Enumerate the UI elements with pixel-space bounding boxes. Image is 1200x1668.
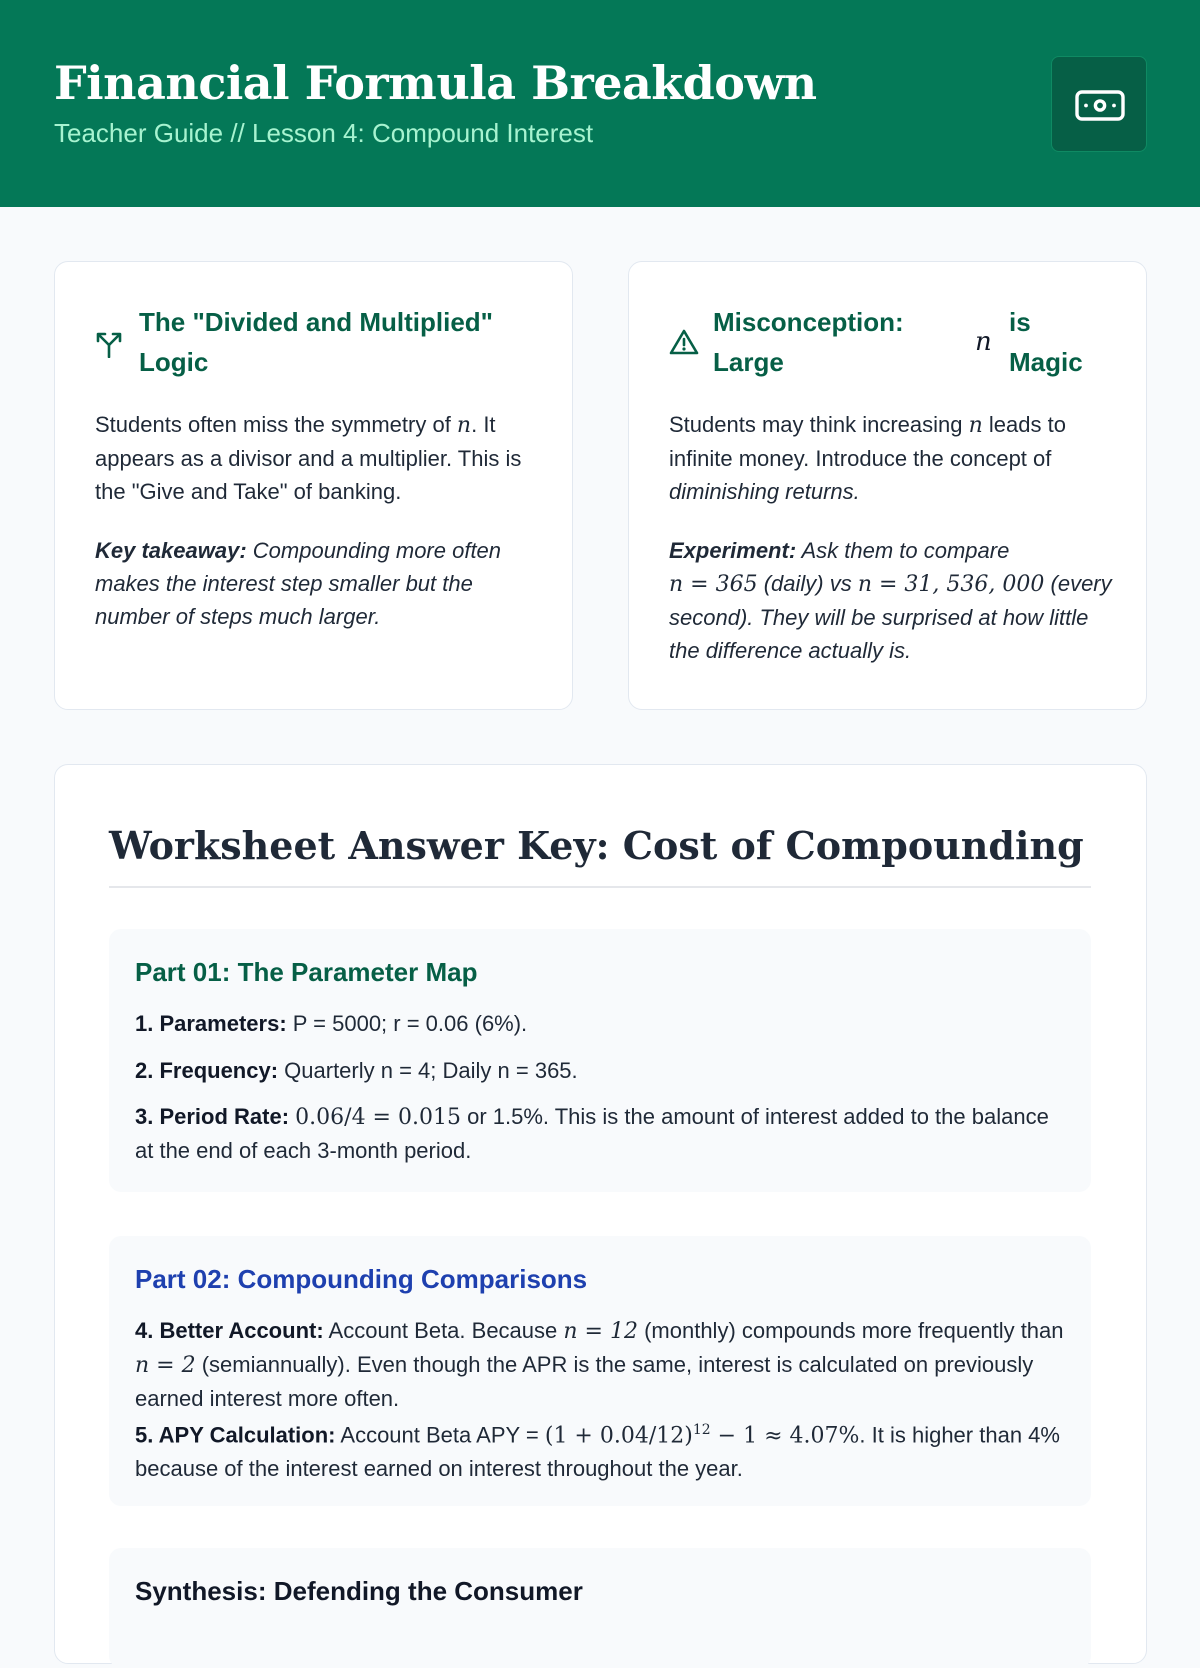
- answer-line-3: 3. Period Rate: 0.06/4 = 0.015 or 1.5%. This is the amount of interest added to the balance at the end of each 3-month period.: [135, 1104, 1049, 1163]
- header-badge: [1051, 56, 1147, 152]
- part-01-panel: [109, 929, 1091, 1192]
- page-header: [0, 0, 1200, 207]
- split-arrows-icon: [95, 328, 123, 358]
- money-icon: [1074, 79, 1126, 131]
- synthesis-title: Synthesis: Defending the Consumer: [135, 1576, 583, 1606]
- logic-card-body: Students often miss the symmetry of n. It appears as a divisor and a multiplier. This is the "Give and Take" of banking.: [95, 412, 522, 504]
- answer-line-4: 4. Better Account: Account Beta. Because n = 12 (monthly) compounds more frequently than n = 2 (semiannually). Even though the APR is the same, interest is calculated on previously earned interest more often.: [135, 1318, 1064, 1411]
- synthesis-panel: [109, 1548, 1091, 1668]
- logic-card: [54, 261, 573, 710]
- answer-key-section: [54, 764, 1147, 1664]
- logic-card-title: The "Divided and Multiplied" Logic: [139, 307, 493, 377]
- part-01-title: Part 01: The Parameter Map: [135, 957, 478, 987]
- answer-key-title: Worksheet Answer Key: Cost of Compounding: [109, 823, 1084, 868]
- answer-line-5: 5. APY Calculation: Account Beta APY = $(1 + 0.04/12)^{12} - 1 \approx 4.07\%$. It is higher than 4% because of the interest earned on interest throughout the year.: [135, 1422, 1060, 1482]
- part-02-panel: [109, 1236, 1091, 1506]
- logic-card-takeaway: Key takeaway: Compounding more often makes the interest step smaller but the number of steps much larger.: [95, 538, 502, 629]
- misconception-card-title: Misconception: Large n is Magic: [713, 307, 1083, 377]
- warning-icon: [669, 328, 699, 356]
- misconception-card-experiment: Experiment: Ask them to compare n = 365 (daily) vs n = 31, 536, 000 (every second). They will be surprised at how little the difference actually is.: [669, 538, 1112, 663]
- divider: [109, 886, 1091, 888]
- misconception-card-body: Students may think increasing n leads to infinite money. Introduce the concept of diminishing returns.: [669, 412, 1066, 504]
- answer-line-2: 2. Frequency: Quarterly n = 4; Daily n = 365.: [135, 1058, 578, 1083]
- page-title: Financial Formula Breakdown: [54, 56, 817, 110]
- page-subtitle: Teacher Guide // Lesson 4: Compound Interest: [54, 118, 594, 148]
- answer-line-1: 1. Parameters: P = 5000; r = 0.06 (6%).: [135, 1011, 528, 1036]
- misconception-card: [628, 261, 1147, 710]
- part-02-title: Part 02: Compounding Comparisons: [135, 1264, 588, 1294]
